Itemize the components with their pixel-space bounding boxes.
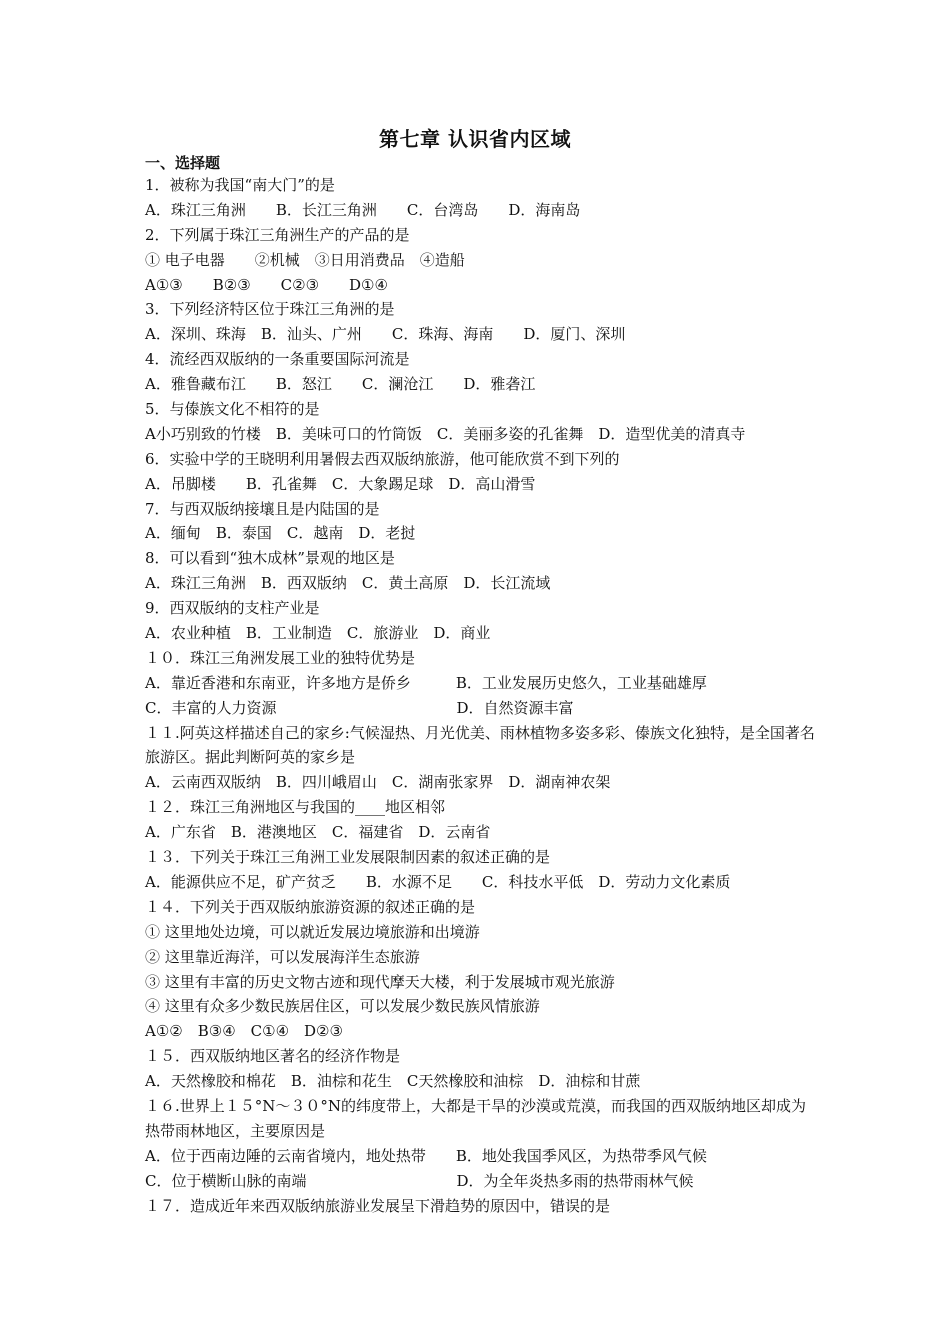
text-line: A．位于西南边陲的云南省境内，地处热带 B．地处我国季风区，为热带季风气候 [145, 1146, 707, 1165]
text-line: 旅游区。据此判断阿英的家乡是 [145, 748, 356, 767]
text-line: １６.世界上１５°N～３０°N的纬度带上，大都是干旱的沙漠或荒漠，而我国的西双版纳地区却成为 [145, 1096, 807, 1115]
text-line: A．农业种植 B．工业制造 C．旅游业 D．商业 [145, 624, 491, 643]
text-line: A．缅甸 B．泰国 C．越南 D．老挝 [145, 524, 416, 543]
question-list [145, 173, 885, 1218]
text-line: １０．珠江三角洲发展工业的独特优势是 [145, 648, 416, 667]
text-line: １７．造成近年来西双版纳旅游业发展呈下滑趋势的原因中，错误的是 [145, 1196, 611, 1215]
text-line: A小巧别致的竹楼 B．美味可口的竹筒饭 C．美丽多姿的孔雀舞 D．造型优美的清真寺 [145, 424, 746, 443]
text-line: A．天然橡胶和棉花 B．油棕和花生 C天然橡胶和油棕 D．油棕和甘蔗 [145, 1072, 641, 1091]
text-line: 6．实验中学的王晓明利用暑假去西双版纳旅游，他可能欣赏不到下列的 [145, 449, 620, 468]
text-line: 3．下列经济特区位于珠江三角洲的是 [145, 300, 395, 319]
text-line: １４．下列关于西双版纳旅游资源的叙述正确的是 [145, 897, 476, 916]
text-line: ① 电子电器 ②机械 ③日用消费品 ④造船 [145, 250, 465, 269]
text-line: A．珠江三角洲 B．长江三角洲 C．台湾岛 D．海南岛 [145, 200, 581, 219]
text-line: A①③ B②③ C②③ D①④ [145, 275, 388, 294]
text-line: １５．西双版纳地区著名的经济作物是 [145, 1047, 401, 1066]
text-line: A．广东省 B．港澳地区 C．福建省 D．云南省 [145, 823, 491, 842]
text-line: ① 这里地处边境，可以就近发展边境旅游和出境游 [145, 922, 480, 941]
text-line: ② 这里靠近海洋，可以发展海洋生态旅游 [145, 947, 420, 966]
text-line: 1．被称为我国“南大门”的是 [145, 176, 335, 194]
text-line: A．靠近香港和东南亚，许多地方是侨乡 B．工业发展历史悠久，工业基础雄厚 [145, 673, 707, 692]
text-line: 8．可以看到“独木成林”景观的地区是 [145, 549, 395, 568]
text-line: 7．与西双版纳接壤且是内陆国的是 [145, 499, 380, 518]
text-line: A．雅鲁藏布江 B．怒江 C．澜沧江 D．雅砻江 [145, 375, 536, 394]
text-line: A①② B③④ C①④ D②③ [145, 1022, 343, 1041]
text-line: 4．流经西双版纳的一条重要国际河流是 [145, 350, 410, 369]
text-line: A．吊脚楼 B．孔雀舞 C．大象踢足球 D．高山滑雪 [145, 474, 536, 493]
text-line: １１.阿英这样描述自己的家乡:气候湿热、月光优美、雨林植物多姿多彩、傣族文化独特，是全国著名 [145, 723, 815, 742]
text-line: 9．西双版纳的支柱产业是 [145, 599, 320, 618]
text-line: 热带雨林地区，主要原因是 [145, 1121, 326, 1140]
text-line: C．位于横断山脉的南端 D．为全年炎热多雨的热带雨林气候 [145, 1171, 694, 1190]
text-line: A．云南西双版纳 B．四川峨眉山 C．湖南张家界 D．湖南神农架 [145, 773, 611, 792]
text-line: ③ 这里有丰富的历史文物古迹和现代摩天大楼，利于发展城市观光旅游 [145, 972, 615, 991]
text-line: 2．下列属于珠江三角洲生产的产品的是 [145, 225, 410, 244]
page-title: 第七章 认识省内区域 [379, 127, 571, 151]
text-line: １２．珠江三角洲地区与我国的____地区相邻 [145, 798, 446, 817]
text-line: A．深圳、珠海 B．汕头、广州 C．珠海、海南 D．厦门、深圳 [145, 325, 626, 344]
text-line: １３．下列关于珠江三角洲工业发展限制因素的叙述正确的是 [145, 848, 551, 867]
text-line: 5．与傣族文化不相符的是 [145, 400, 320, 419]
text-line: A．能源供应不足，矿产贫乏 B．水源不足 C．科技水平低 D．劳动力文化素质 [145, 872, 731, 891]
section-heading: 一、选择题 [145, 154, 221, 172]
text-line: C．丰富的人力资源 D．自然资源丰富 [145, 698, 574, 717]
text-line: A．珠江三角洲 B．西双版纳 C．黄土高原 D．长江流域 [145, 574, 551, 593]
text-line: ④ 这里有众多少数民族居住区，可以发展少数民族风情旅游 [145, 997, 540, 1016]
